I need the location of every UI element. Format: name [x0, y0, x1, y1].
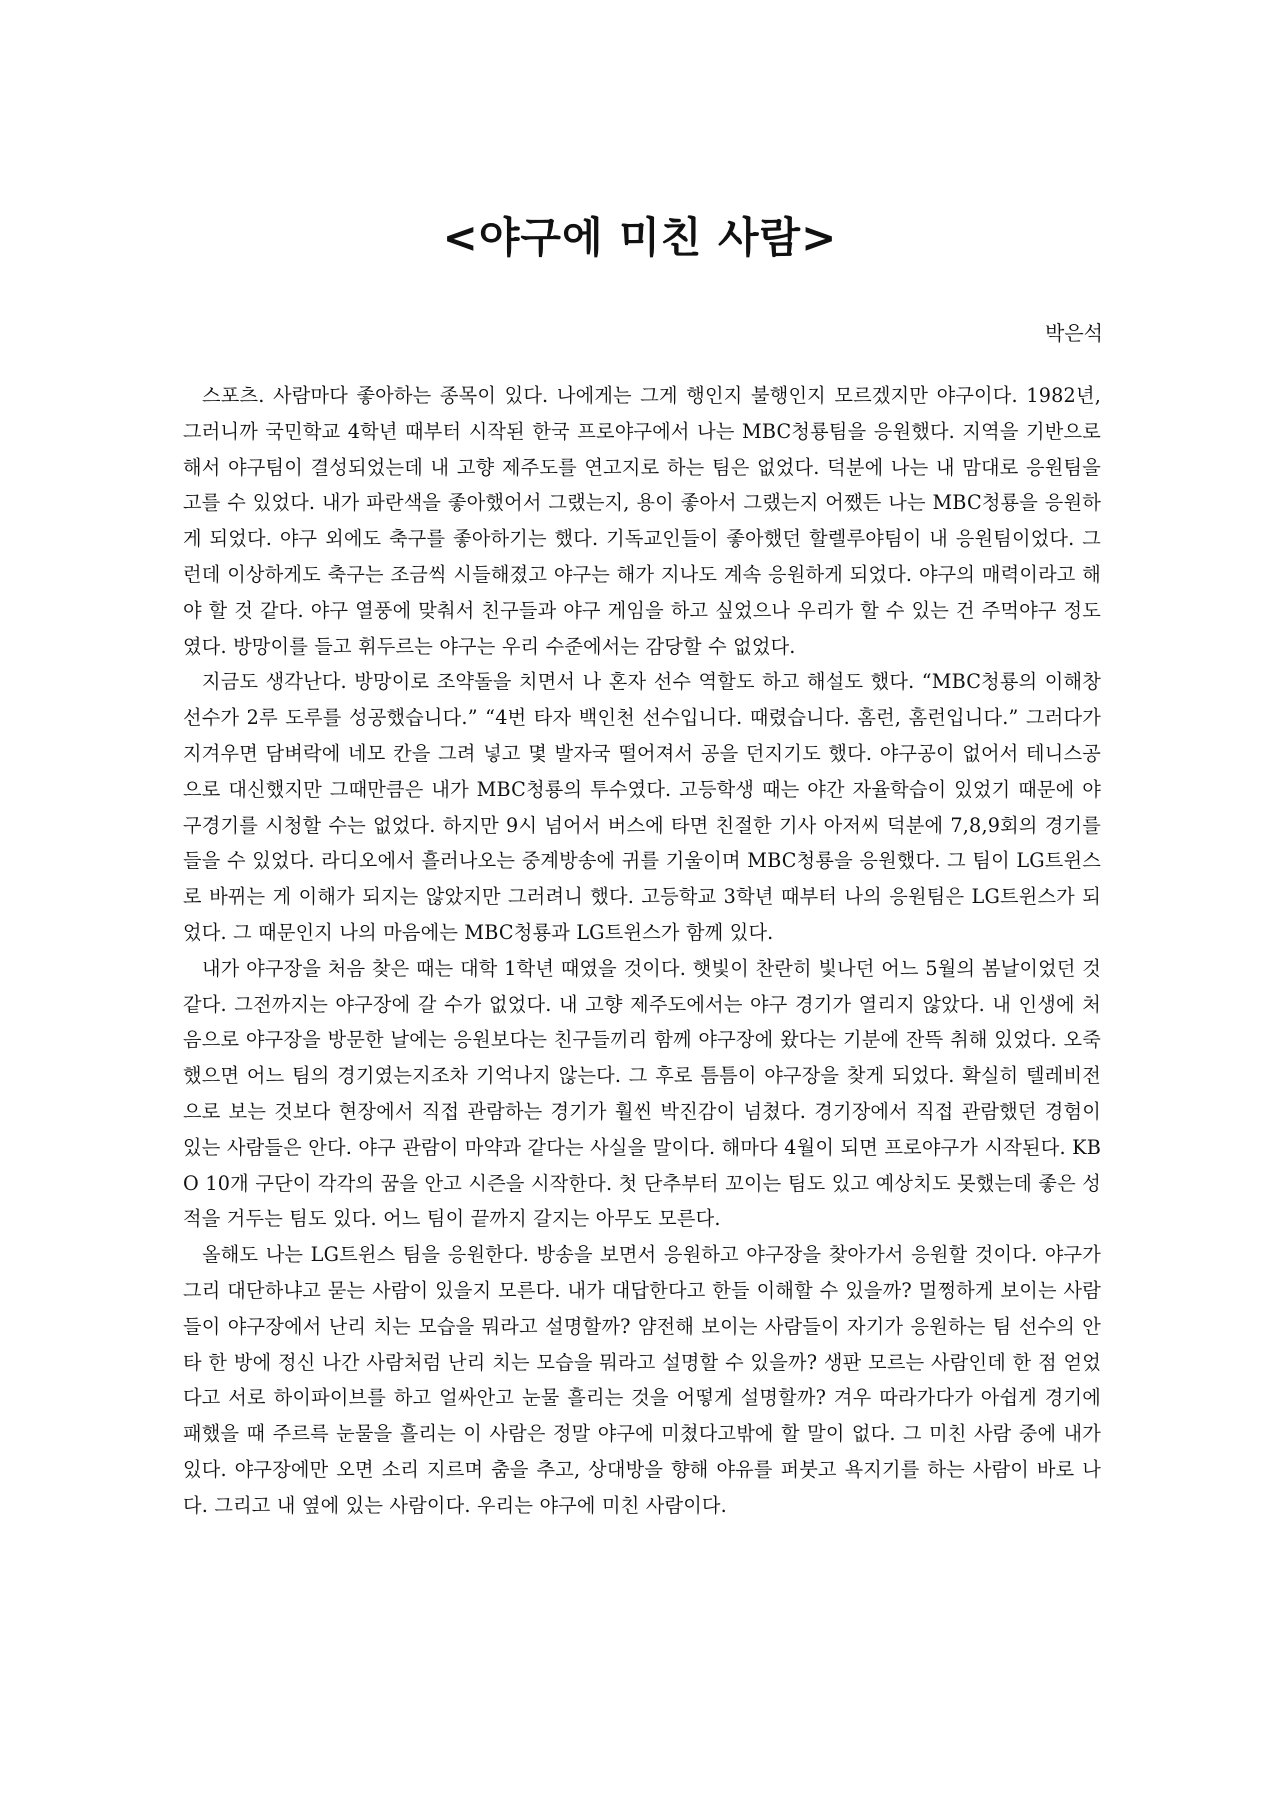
paragraph: 스포츠. 사람마다 좋아하는 종목이 있다. 나에게는 그게 행인지 불행인지 모르겠지만 야구이다. 1982년, 그러니까 국민학교 4학년 때부터 시작된 한국 프로야구에서 나는 MBC청룡팀을 응원했다. 지역을 기반으로 해서 야구팀이 결성되었는데 내 고향 제주도를 연고지로 하는 팀은 없었다. 덕분에 나는 내 맘대로 응원팀을 고를 수 있었다. 내가 파란색을 좋아했어서 그랬는지, 용이 좋아서 그랬는지 어쨌든 나는 MBC청룡을 응원하게 되었다. 야구 외에도 축구를 좋아하기는 했다. 기독교인들이 좋아했던 할렐루야팀이 내 응원팀이었다. 그런데 이상하게도 축구는 조금씩 시들해졌고 야구는 해가 지나도 계속 응원하게 되었다. 야구의 매력이라고 해야 할 것 같다. 야구 열풍에 맞춰서 친구들과 야구 게임을 하고 싶었으나 우리가 할 수 있는 건 주먹야구 정도였다. 방망이를 들고 휘두르는 야구는 우리 수준에서는 감당할 수 없었다.	[183, 384, 1102, 658]
essay-body	[183, 378, 1101, 1524]
author-name: 박은석	[1045, 321, 1103, 345]
paragraph: 내가 야구장을 처음 찾은 때는 대학 1학년 때였을 것이다. 햇빛이 찬란히 빛나던 어느 5월의 봄날이었던 것 같다. 그전까지는 야구장에 갈 수가 없었다. 내 고향 제주도에서는 야구 경기가 열리지 않았다. 내 인생에 처음으로 야구장을 방문한 날에는 응원보다는 친구들끼리 함께 야구장에 왔다는 기분에 잔뜩 취해 있었다. 오죽했으면 어느 팀의 경기였는지조차 기억나지 않는다. 그 후로 틈틈이 야구장을 찾게 되었다. 확실히 텔레비전으로 보는 것보다 현장에서 직접 관람하는 경기가 훨씬 박진감이 넘쳤다. 경기장에서 직접 관람했던 경험이 있는 사람들은 안다. 야구 관람이 마약과 같다는 사실을 말이다. 해마다 4월이 되면 프로야구가 시작된다. KBO 10개 구단이 각각의 꿈을 안고 시즌을 시작한다. 첫 단추부터 꼬이는 팀도 있고 예상치도 못했는데 좋은 성적을 거두는 팀도 있다. 어느 팀이 끝까지 갈지는 아무도 모른다.	[183, 956, 1101, 1231]
document-title: <야구에 미친 사람>	[442, 213, 838, 262]
paragraph: 지금도 생각난다. 방망이로 조약돌을 치면서 나 혼자 선수 역할도 하고 해설도 했다. “MBC청룡의 이해창 선수가 2루 도루를 성공했습니다.” “4번 타자 백인천 선수입니다. 때렸습니다. 홈런, 홈런입니다.” 그러다가 지겨우면 담벼락에 네모 칸을 그려 넣고 몇 발자국 떨어져서 공을 던지기도 했다. 야구공이 없어서 테니스공으로 대신했지만 그때만큼은 내가 MBC청룡의 투수였다. 고등학생 때는 야간 자율학습이 있었기 때문에 야구경기를 시청할 수는 없었다. 하지만 9시 넘어서 버스에 타면 친절한 기사 아저씨 덕분에 7,8,9회의 경기를 들을 수 있었다. 라디오에서 흘러나오는 중계방송에 귀를 기울이며 MBC청룡을 응원했다. 그 팀이 LG트윈스로 바뀌는 게 이해가 되지는 않았지만 그러려니 했다. 고등학교 3학년 때부터 나의 응원팀은 LG트윈스가 되었다. 그 때문인지 나의 마음에는 MBC청룡과 LG트윈스가 함께 있다.	[183, 670, 1101, 944]
paragraph: 올해도 나는 LG트윈스 팀을 응원한다. 방송을 보면서 응원하고 야구장을 찾아가서 응원할 것이다. 야구가 그리 대단하냐고 묻는 사람이 있을지 모른다. 내가 대답한다고 한들 이해할 수 있을까? 멀쩡하게 보이는 사람들이 야구장에서 난리 치는 모습을 뭐라고 설명할까? 얌전해 보이는 사람들이 자기가 응원하는 팀 선수의 안타 한 방에 정신 나간 사람처럼 난리 치는 모습을 뭐라고 설명할 수 있을까? 생판 모르는 사람인데 한 점 얻었다고 서로 하이파이브를 하고 얼싸안고 눈물 흘리는 것을 어떻게 설명할까? 겨우 따라가다가 아쉽게 경기에 패했을 때 주르륵 눈물을 흘리는 이 사람은 정말 야구에 미쳤다고밖에 할 말이 없다. 그 미친 사람 중에 내가 있다. 야구장에만 오면 소리 지르며 춤을 추고, 상대방을 향해 야유를 퍼붓고 욕지기를 하는 사람이 바로 나다. 그리고 내 옆에 있는 사람이다. 우리는 야구에 미친 사람이다.	[183, 1243, 1101, 1517]
